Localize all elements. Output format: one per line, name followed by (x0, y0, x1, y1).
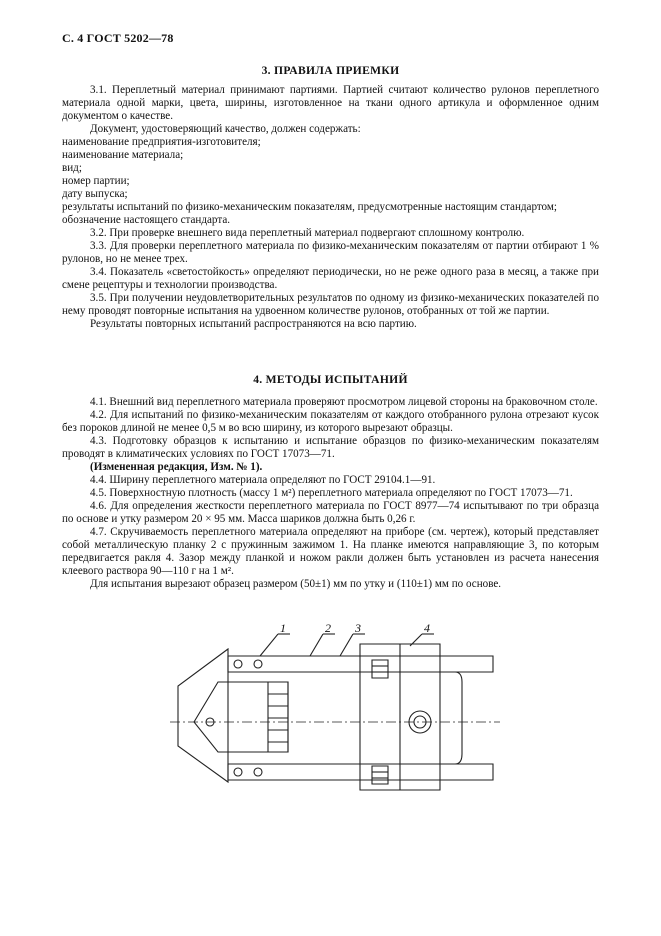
list-item: наименование материала; (62, 149, 184, 161)
rivet (234, 768, 242, 776)
paragraph-document-contents: Документ, удостоверяющий качество, должен содержать: (90, 123, 361, 135)
knurled-knob-bottom (372, 766, 388, 784)
list-item: наименование предприятия-изготовителя; (62, 136, 261, 148)
rail-end-bracket (440, 672, 462, 764)
list-item: дату выпуска; (62, 188, 128, 200)
rivet (254, 768, 262, 776)
paragraph-4-6: 4.6. Для определения жесткости переплетного материала по ГОСТ 8977—74 испытывают по три образца по основе и утку размером 20 × 95 мм. Масса шариков должна быть 0,26 г. (62, 500, 599, 525)
callout-label-2: 2 (325, 624, 331, 635)
amendment-note: (Измененная редакция, Изм. № 1). (90, 461, 263, 473)
callout-label-1: 1 (280, 624, 286, 635)
page-header: С. 4 ГОСТ 5202—78 (62, 31, 174, 45)
paragraph-4-5: 4.5. Поверхностную плотность (массу 1 м²) переплетного материала определяют по ГОСТ 17073—71. (90, 487, 573, 499)
paragraph-4-1: 4.1. Внешний вид переплетного материала проверяют просмотром лицевой стороны на браковочном столе. (90, 396, 598, 408)
callout-label-4: 4 (424, 624, 430, 635)
paragraph-4-2: 4.2. Для испытаний по физико-механическим показателям от каждого отобранного рулона отрезают кусок без пороков длиной не менее 0,5 м во всю ширину, из которого вырезают образцы. (62, 409, 599, 434)
section-4-title: 4. МЕТОДЫ ИСПЫТАНИЙ (253, 373, 408, 386)
paragraph-4-3: 4.3. Подготовку образцов к испытанию и испытание образцов по физико-механическим показателям проводят в климатических условиях по ГОСТ 17073—71. (62, 435, 599, 460)
paragraph-3-4: 3.4. Показатель «светостойкость» определяют периодически, но не реже одного раза в месяц, а также при смене рецептуры и технологии производства. (62, 266, 599, 291)
list-item: номер партии; (62, 175, 130, 187)
rivet (254, 660, 262, 668)
paragraph-3-5: 3.5. При получении неудовлетворительных результатов по одному из физико-механических показателей по нему проводят повторные испытания на удвоенном количестве рулонов, отобранных от той же партии. (62, 292, 599, 317)
list-item: результаты испытаний по физико-механическим показателям, предусмотренные настоящим стандартом; (62, 201, 557, 213)
paragraph-3-1: 3.1. Переплетный материал принимают партиями. Партией считают количество рулонов переплетного материала одной марки, цвета, ширины, изготовленное на ткани одного артикула и оформленное одним документом о качестве. (62, 84, 599, 122)
section-3-body (62, 84, 599, 331)
paragraph-3-2: 3.2. При проверке внешнего вида переплетный материал подвергают сплошному контролю. (90, 227, 525, 239)
rivet (234, 660, 242, 668)
list-item: вид; (62, 162, 82, 174)
paragraph-sample-size: Для испытания вырезают образец размером (50±1) мм по утку и (110±1) мм по основе. (90, 578, 502, 590)
knurled-knob-top (372, 660, 388, 678)
paragraph-repeat-results: Результаты повторных испытаний распространяются на всю партию. (90, 318, 417, 330)
paragraph-3-3: 3.3. Для проверки переплетного материала по физико-механическим показателям от партии отбирают 1 % рулонов, но не менее трех. (62, 240, 599, 265)
section-3-title: 3. ПРАВИЛА ПРИЕМКИ (261, 64, 400, 77)
paragraph-4-7: 4.7. Скручиваемость переплетного материала определяют на приборе (см. чертеж), который представляет собой металлическую планку 2 с пружинным зажимом 1. На планке имеются направляющие 3, по которым передвигается ракля 4. Зазор между планкой и ножом ракли должен быть установлен из расчета нанесения клеевого раствора 90—110 г на 1 м². (62, 526, 599, 577)
callout-label-3: 3 (355, 624, 361, 635)
list-item: обозначение настоящего стандарта. (62, 214, 231, 226)
paragraph-4-4: 4.4. Ширину переплетного материала определяют по ГОСТ 29104.1—91. (90, 474, 436, 486)
base-plate-outline (178, 649, 228, 782)
apparatus-drawing (150, 624, 530, 804)
section-4-body (62, 396, 599, 591)
